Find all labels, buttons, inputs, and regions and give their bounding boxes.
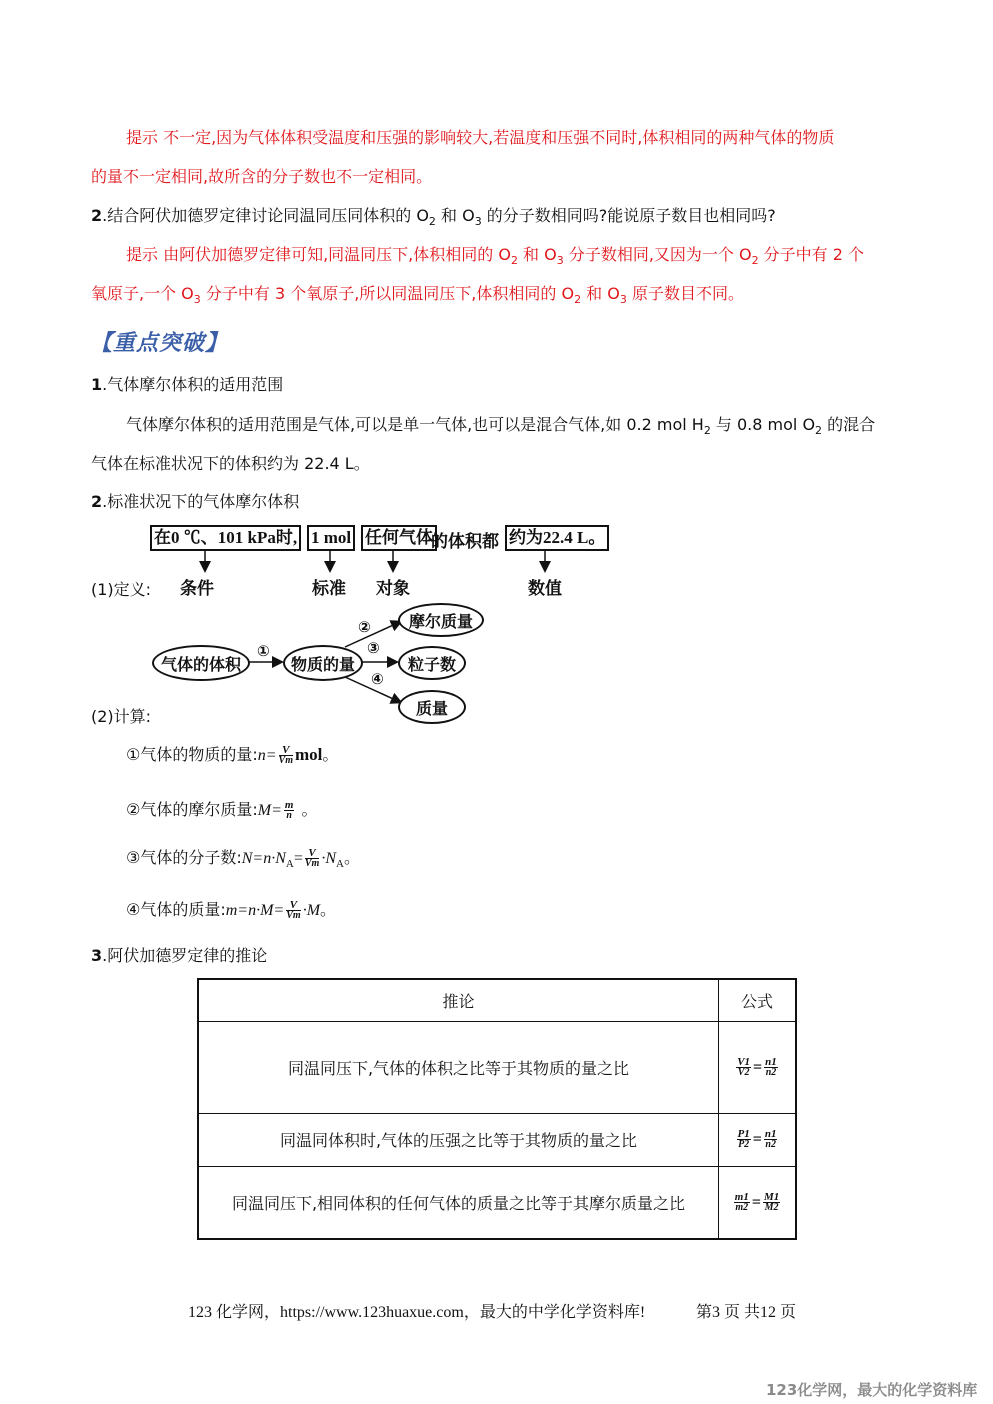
row-1-formula: $\frac{V1}{V2}$ = $\frac{n1}{n2}$	[719, 1021, 797, 1113]
s3-heading: 3.阿伏加德罗定律的推论	[91, 946, 268, 965]
corollary-table	[197, 978, 797, 1240]
node-molar-mass: 摩尔质量	[398, 603, 484, 637]
s1-heading: 1.气体摩尔体积的适用范围	[91, 375, 284, 394]
question-2: 2.结合阿伏加德罗定律讨论同温同压同体积的 $O_2$ 和 $O_3$ 的分子数相同吗?能说原子数目也相同吗?	[91, 206, 776, 228]
s1-body-line-2: 气体在标准状况下的体积约为 22.4 L。	[91, 454, 370, 473]
node-gas-volume: 气体的体积	[152, 645, 250, 681]
formula-3: ③气体的分子数$:N=n\cdot N_A=$ $\frac{V}{Vm}$ $\cdot N_A$。	[126, 847, 360, 870]
header-formula: 公式	[719, 979, 797, 1021]
row-3-text: 同温同压下,相同体积的任何气体的质量之比等于其摩尔质量之比	[198, 1166, 719, 1239]
label-value: 数值	[528, 579, 562, 599]
node-amount: 物质的量	[283, 645, 363, 681]
step-3-marker: ③	[367, 639, 380, 657]
header-corollary: 推论	[198, 979, 719, 1021]
def-label: (1)定义:	[91, 580, 152, 599]
step-1-marker: ①	[257, 642, 270, 660]
s1-body-line-1: 气体摩尔体积的适用范围是气体,可以是单一气体,也可以是混合气体,如 0.2 mol $H_2$ 与 0.8 mol $O_2$ 的混合	[126, 415, 876, 437]
table-header-row	[198, 979, 796, 1021]
node-particles: 粒子数	[398, 646, 466, 680]
formula-4: ④气体的质量:m=n·M= $\frac{V}{Vm}$ ·M。	[126, 899, 337, 921]
table-row	[198, 1166, 796, 1239]
node-mass: 质量	[398, 690, 466, 724]
def-box-condition: 在0 ℃、101 kPa时,	[150, 525, 301, 551]
step-2-marker: ②	[358, 618, 371, 636]
table-row	[198, 1021, 796, 1113]
hint-1-line-2: 的量不一定相同,故所含的分子数也不一定相同。	[91, 167, 433, 186]
row-1-text: 同温同压下,气体的体积之比等于其物质的量之比	[198, 1021, 719, 1113]
footer-page-number: 第3 页 共12 页	[696, 1304, 797, 1321]
hint-2-line-2: 氧原子,一个 $O_3$ 分子中有 3 个氧原子,所以同温同压下,体积相同的 $O_2$ 和 $O_3$ 原子数目不同。	[91, 284, 744, 306]
label-object: 对象	[376, 579, 410, 599]
calc-label: (2)计算:	[91, 707, 152, 726]
formula-2: ②气体的摩尔质量:M= $\frac{m}{n}$ 。	[126, 799, 318, 821]
watermark: 123化学网，最大的化学资料库	[766, 1381, 978, 1399]
def-box-standard: 1 mol	[307, 525, 355, 551]
hint-2-line-1: 提示 由阿伏加德罗定律可知,同温同压下,体积相同的 $O_2$ 和 $O_3$ 分子数相同,又因为一个 $O_2$ 分子中有 2 个	[126, 245, 865, 267]
label-condition: 条件	[180, 579, 214, 599]
row-2-formula: $\frac{P1}{P2}$ = $\frac{n1}{n2}$	[719, 1113, 797, 1166]
footer-site: 123 化学网，https://www.123huaxue.com，最大的中学化学资料库!	[188, 1304, 646, 1321]
s2-heading: 2.标准状况下的气体摩尔体积	[91, 492, 300, 511]
table-row	[198, 1113, 796, 1166]
step-4-marker: ④	[371, 670, 384, 688]
formula-1: ①气体的物质的量:n= $\frac{V}{Vm}$ mol。	[126, 744, 339, 766]
row-3-formula: $\frac{m1}{m2}$ = $\frac{M1}{M2}$	[719, 1166, 797, 1239]
section-title: 【重点突破】	[90, 331, 229, 356]
hint-1-line-1: 提示 不一定,因为气体体积受温度和压强的影响较大,若温度和压强不同时,体积相同的两种气体的物质	[126, 128, 835, 147]
def-mid-text: 的体积都	[431, 532, 499, 552]
row-2-text: 同温同体积时,气体的压强之比等于其物质的量之比	[198, 1113, 719, 1166]
def-box-object: 任何气体	[361, 525, 437, 551]
def-box-value: 约为22.4 L。	[505, 525, 609, 551]
label-standard: 标准	[312, 579, 346, 599]
